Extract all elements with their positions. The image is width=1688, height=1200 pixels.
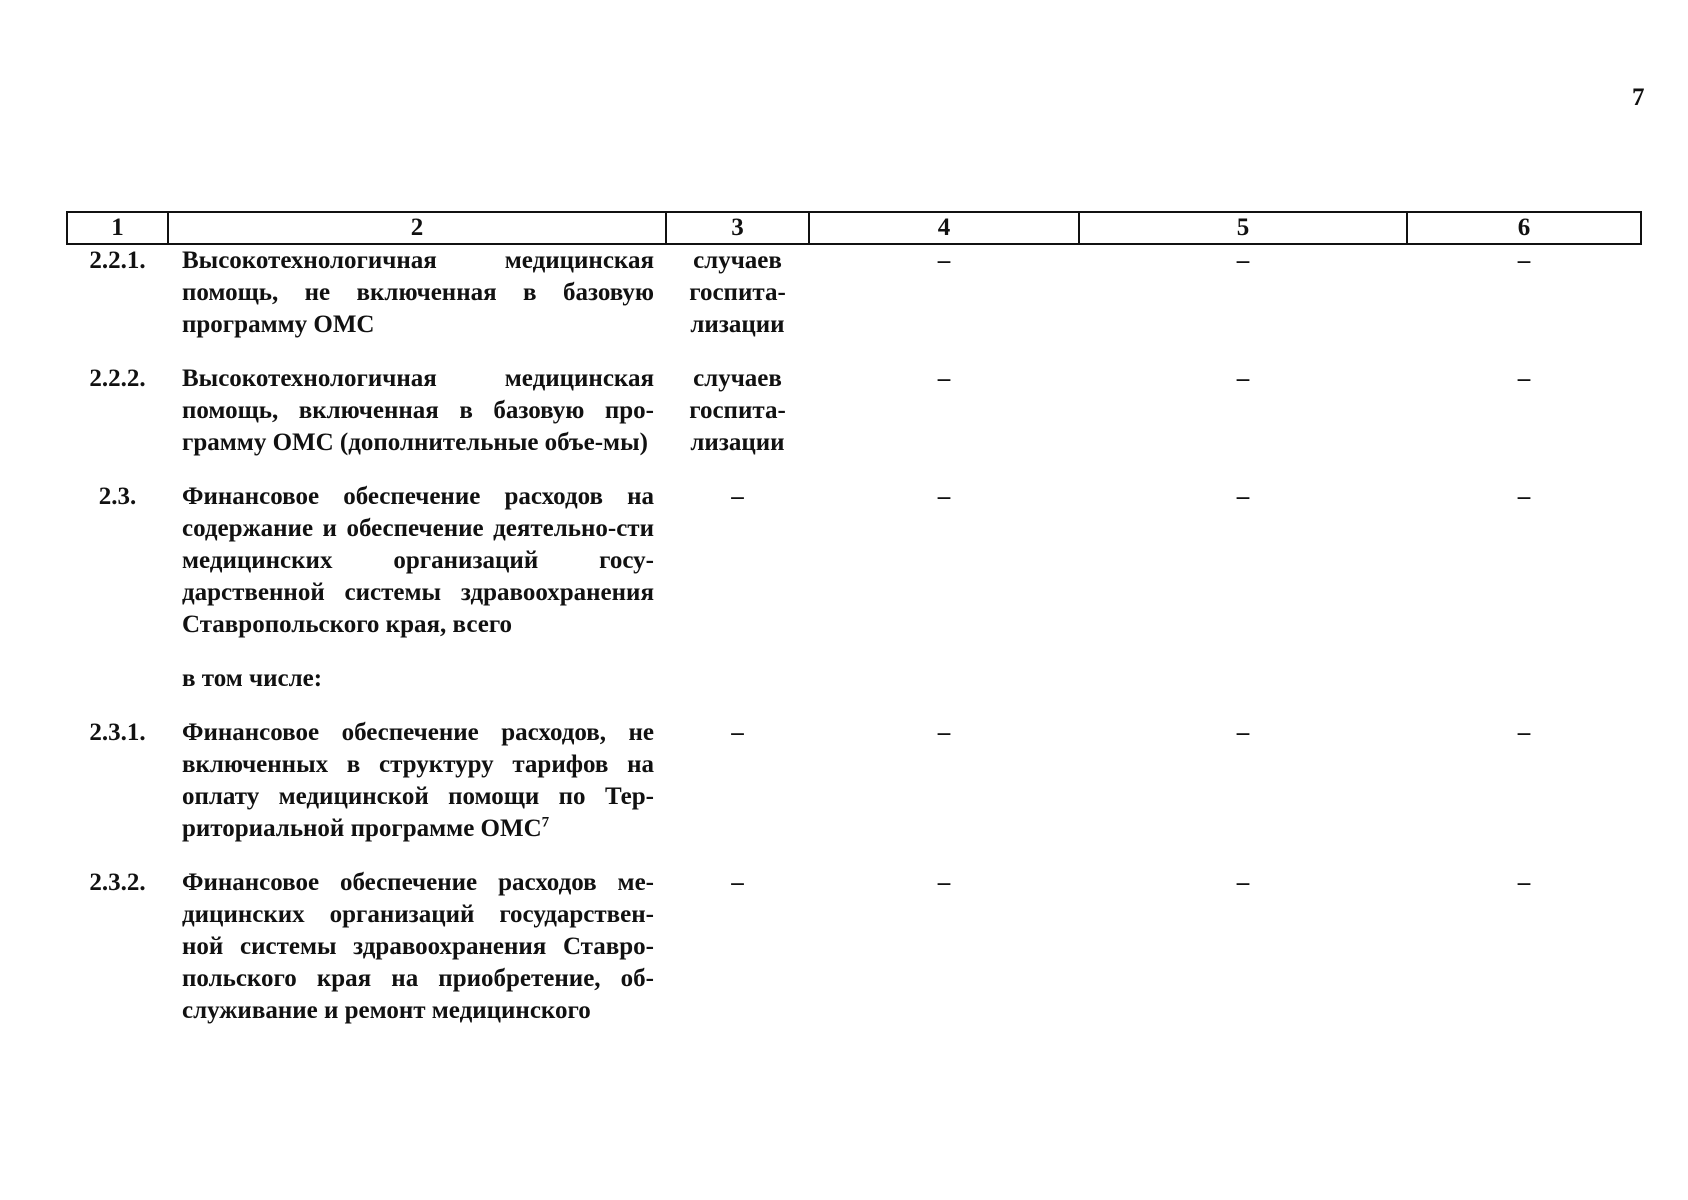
row-unit: –: [731, 869, 744, 896]
row-value-col5: –: [1236, 365, 1250, 392]
row-name: Высокотехнологичная медицинская помощь, не включенная в базовую программу ОМС: [182, 247, 654, 338]
table-row: [67, 481, 1641, 663]
data-table: [66, 211, 1642, 1027]
row-value-col4: –: [937, 365, 951, 392]
table-row: [67, 363, 1641, 481]
column-header-3: 3: [666, 212, 809, 244]
row-name-cell: [168, 717, 666, 867]
row-unit: –: [731, 719, 744, 746]
column-header-4: 4: [809, 212, 1079, 244]
row-value-col6: –: [1517, 869, 1531, 896]
row-number: 2.2.2.: [89, 365, 146, 392]
row-value-col6: –: [1517, 483, 1531, 510]
table-row: [67, 244, 1641, 363]
row-name: Финансовое обеспечение расходов на содержание и обеспечение деятельно-сти медицинских организаций госу-дарственной системы здравоохранения Ставропольского края, всего: [182, 483, 654, 638]
row-number: 2.3.: [98, 483, 137, 510]
row-value-col5: –: [1236, 869, 1250, 896]
row-value-col6: –: [1517, 247, 1531, 274]
column-header-2: 2: [168, 212, 666, 244]
row-unit: –: [731, 483, 744, 510]
row-value-col4: –: [937, 247, 951, 274]
row-value-col5: –: [1236, 247, 1250, 274]
row-value-col5: –: [1236, 483, 1250, 510]
footnote-marker: 7: [541, 814, 550, 831]
row-number: 2.3.1.: [89, 719, 146, 746]
row-name: Финансовое обеспечение расходов, не включенных в структуру тарифов на оплату медицинской помощи по Тер-риториальной программе ОМС: [182, 719, 654, 842]
column-header-5: 5: [1079, 212, 1407, 244]
table-row: [67, 717, 1641, 867]
row-unit: случаев госпита-лизации: [689, 365, 786, 456]
row-value-col5: –: [1236, 719, 1250, 746]
row-name: Высокотехнологичная медицинская помощь, включенная в базовую про-грамму ОМС (дополнительные объе-мы): [182, 365, 654, 456]
row-number: 2.2.1.: [89, 247, 146, 274]
in-that-number-label: в том числе:: [182, 665, 323, 692]
row-value-col4: –: [937, 869, 951, 896]
row-unit: случаев госпита-лизации: [689, 247, 786, 338]
row-value-col4: –: [937, 719, 951, 746]
row-value-col6: –: [1517, 365, 1531, 392]
column-number-header-row: [67, 212, 1641, 244]
row-value-col4: –: [937, 483, 951, 510]
row-number: 2.3.2.: [89, 869, 146, 896]
column-header-1: 1: [67, 212, 168, 244]
row-name: Финансовое обеспечение расходов ме-дицинских организаций государствен-ной системы здравоохранения Ставро-польского края на приобретение, об-служивание и ремонт медицинского: [182, 869, 654, 1024]
table-subheading-row: [67, 663, 1641, 717]
column-header-6: 6: [1407, 212, 1641, 244]
row-value-col6: –: [1517, 719, 1531, 746]
page-number: 7: [1632, 84, 1645, 111]
table-row: [67, 867, 1641, 1027]
